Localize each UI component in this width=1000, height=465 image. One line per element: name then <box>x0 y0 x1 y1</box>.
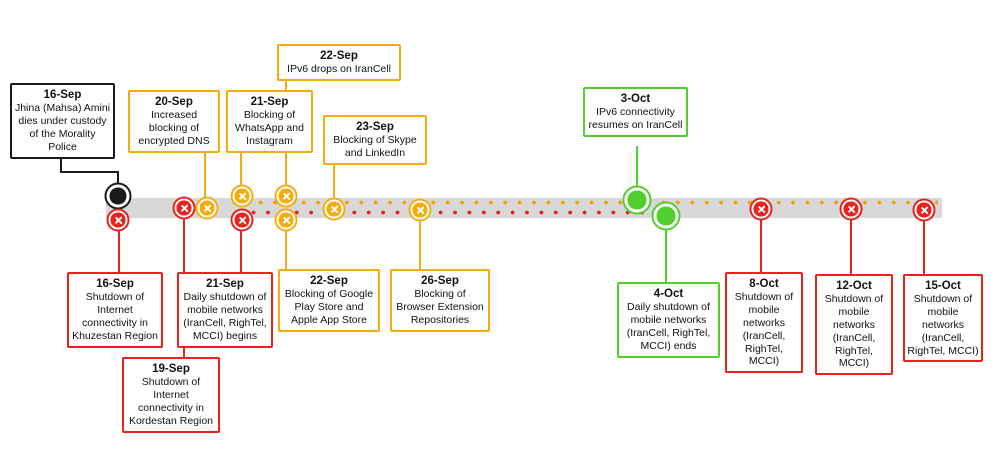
event-date: 21-Sep <box>250 96 289 108</box>
event-description: Shutdown of Internet connectivity in Khuzestan Region <box>72 291 158 342</box>
event-date: 3-Oct <box>620 93 651 105</box>
event-date: 21-Sep <box>206 278 244 290</box>
event-description: Blocking of Google Play Store and Apple App Store <box>284 288 374 326</box>
x-circle-icon-15oct-mobile <box>913 199 936 222</box>
event-box-21sep-daily-begins <box>177 272 273 348</box>
event-box-22sep-ipv6 <box>277 44 401 81</box>
event-description: Blocking of WhatsApp and Instagram <box>235 109 304 147</box>
event-date: 22-Sep <box>320 50 358 62</box>
event-description: Shutdown of mobile networks (IranCell, RighTel, MCCI) <box>824 293 884 370</box>
connector-21sep-daily <box>240 229 242 274</box>
event-description: Shutdown of Internet connectivity in Kordestan Region <box>128 376 214 427</box>
x-circle-icon-22sep-ipv6 <box>275 185 298 208</box>
connector-8oct <box>760 219 762 274</box>
event-box-8oct-mobile <box>725 272 803 373</box>
x-circle-icon-21sep-whatsapp <box>231 185 254 208</box>
x-circle-icon-23sep-skype <box>323 198 346 221</box>
x-circle-icon-21sep-daily <box>231 209 254 232</box>
x-circle-icon-22sep-appstores <box>275 209 298 232</box>
event-box-19sep-kordestan <box>122 357 220 433</box>
event-date: 19-Sep <box>152 363 190 375</box>
event-box-4oct-daily-ends <box>617 282 720 358</box>
event-box-22sep-appstores <box>278 269 380 332</box>
connector-21sep-whatsapp <box>240 149 242 187</box>
connector-4oct <box>665 228 667 284</box>
event-box-16sep-death <box>10 83 115 159</box>
event-date: 22-Sep <box>310 275 348 287</box>
x-circle-icon-26sep-extensions <box>409 199 432 222</box>
x-circle-icon-12oct-mobile <box>840 198 863 221</box>
event-date: 23-Sep <box>356 121 394 133</box>
x-circle-icon-16sep-khuzestan <box>107 209 130 232</box>
event-date: 12-Oct <box>836 280 872 292</box>
filled-circle-icon-4oct-ends <box>652 202 681 231</box>
connector-16sep-death-h <box>60 171 119 173</box>
event-box-26sep-extensions <box>390 269 490 332</box>
event-box-12oct-mobile <box>815 274 893 375</box>
event-description: Daily shutdown of mobile networks (IranCell, RighTel, MCCI) begins <box>183 291 267 342</box>
connector-3oct <box>636 146 638 188</box>
event-box-3oct-ipv6-resumes <box>583 87 688 137</box>
event-description: IPv6 connectivity resumes on IranCell <box>588 106 683 132</box>
shutdown-dotted-track <box>251 210 655 215</box>
blocking-dotted-track <box>258 200 938 205</box>
event-description: IPv6 drops on IranCell <box>287 63 391 76</box>
filled-circle-icon-16sep-death <box>105 183 132 210</box>
connector-23sep <box>333 159 335 199</box>
connector-26sep <box>419 220 421 271</box>
event-date: 16-Sep <box>43 89 82 101</box>
event-date: 15-Oct <box>925 280 961 292</box>
event-box-21sep-whatsapp <box>226 90 313 153</box>
filled-circle-icon-3oct-resume <box>623 186 652 215</box>
x-circle-icon-20sep-dns <box>196 197 219 220</box>
event-date: 16-Sep <box>96 278 134 290</box>
event-box-23sep-skype <box>323 115 427 165</box>
event-box-15oct-mobile <box>903 274 983 362</box>
connector-22sep-stores <box>285 229 287 271</box>
connector-20sep <box>204 149 206 199</box>
event-description: Shutdown of mobile networks (IranCell, RighTel, MCCI) <box>734 291 794 368</box>
connector-12oct <box>850 219 852 276</box>
event-description: Blocking of Browser Extension Repositories <box>396 288 484 326</box>
event-date: 26-Sep <box>421 275 459 287</box>
event-description: Shutdown of mobile networks (IranCell, RighTel, MCCI) <box>907 293 979 357</box>
event-box-20sep-dns <box>128 90 220 153</box>
x-circle-icon-8oct-mobile <box>750 198 773 221</box>
event-description: Increased blocking of encrypted DNS <box>138 109 210 147</box>
event-description: Jhina (Mahsa) Amini dies under custody of the Morality Police <box>14 102 111 153</box>
event-date: 4-Oct <box>653 288 684 300</box>
event-description: Daily shutdown of mobile networks (IranCell, RighTel, MCCI) ends <box>626 301 711 352</box>
x-circle-icon-19sep-kordestan <box>173 197 196 220</box>
event-date: 8-Oct <box>749 278 779 290</box>
connector-16sep-khuzestan <box>118 229 120 274</box>
event-description: Blocking of Skype and LinkedIn <box>333 134 417 160</box>
event-date: 20-Sep <box>155 96 193 108</box>
connector-15oct <box>923 220 925 276</box>
event-box-16sep-khuzestan <box>67 272 163 348</box>
